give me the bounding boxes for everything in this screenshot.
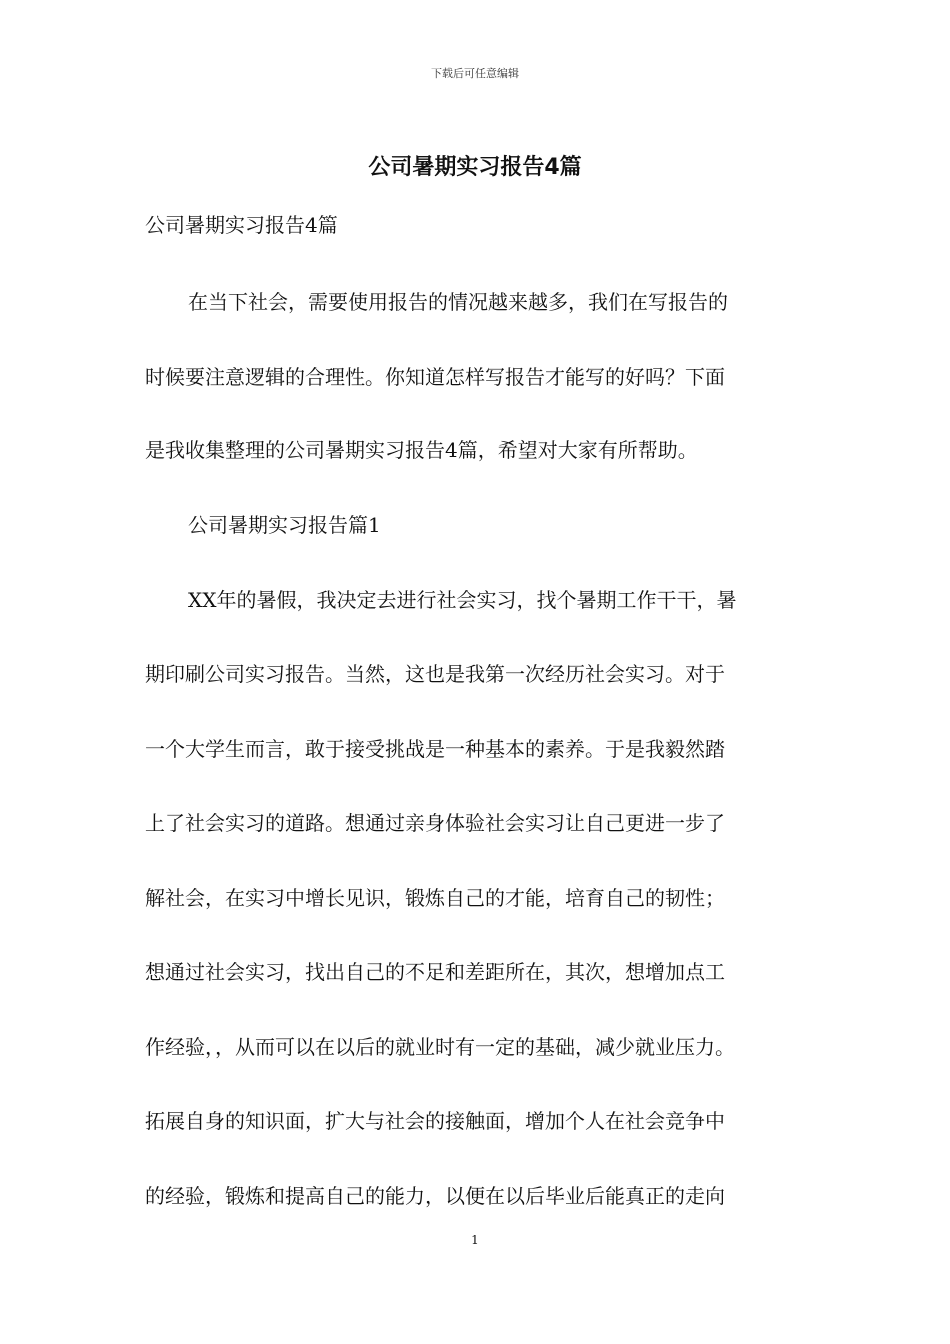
paragraph-line: 时候要注意逻辑的合理性。你知道怎样写报告才能写的好吗？下面	[145, 365, 725, 389]
paragraph-line: 拓展自身的知识面，扩大与社会的接触面，增加个人在社会竞争中	[145, 1109, 725, 1133]
paragraph-line: 作经验，，从而可以在以后的就业时有一定的基础，减少就业压力。	[145, 1035, 735, 1059]
paragraph-line: 在当下社会，需要使用报告的情况越来越多，我们在写报告的	[188, 290, 728, 314]
header-note: 下载后可任意编辑	[431, 67, 519, 80]
paragraph-line: 期印刷公司实习报告。当然，这也是我第一次经历社会实习。对于	[145, 662, 725, 686]
paragraph-line: 是我收集整理的公司暑期实习报告4篇，希望对大家有所帮助。	[145, 438, 698, 462]
paragraph-line: XX年的暑假，我决定去进行社会实习，找个暑期工作干干，暑	[188, 588, 737, 612]
page-number: 1	[471, 1233, 479, 1247]
paragraph-line: 想通过社会实习，找出自己的不足和差距所在，其次，想增加点工	[145, 960, 725, 984]
paragraph-line: 的经验，锻炼和提高自己的能力，以便在以后毕业后能真正的走向	[145, 1184, 725, 1208]
paragraph-line: 一个大学生而言，敢于接受挑战是一种基本的素养。于是我毅然踏	[145, 737, 725, 761]
document-title: 公司暑期实习报告4篇	[368, 155, 582, 180]
paragraph-line: 解社会，在实习中增长见识，锻炼自己的才能，培育自己的韧性；	[145, 886, 725, 910]
subtitle-line: 公司暑期实习报告4篇	[145, 213, 338, 237]
section-heading: 公司暑期实习报告篇1	[188, 513, 381, 537]
paragraph-line: 上了社会实习的道路。想通过亲身体验社会实习让自己更进一步了	[145, 811, 725, 835]
